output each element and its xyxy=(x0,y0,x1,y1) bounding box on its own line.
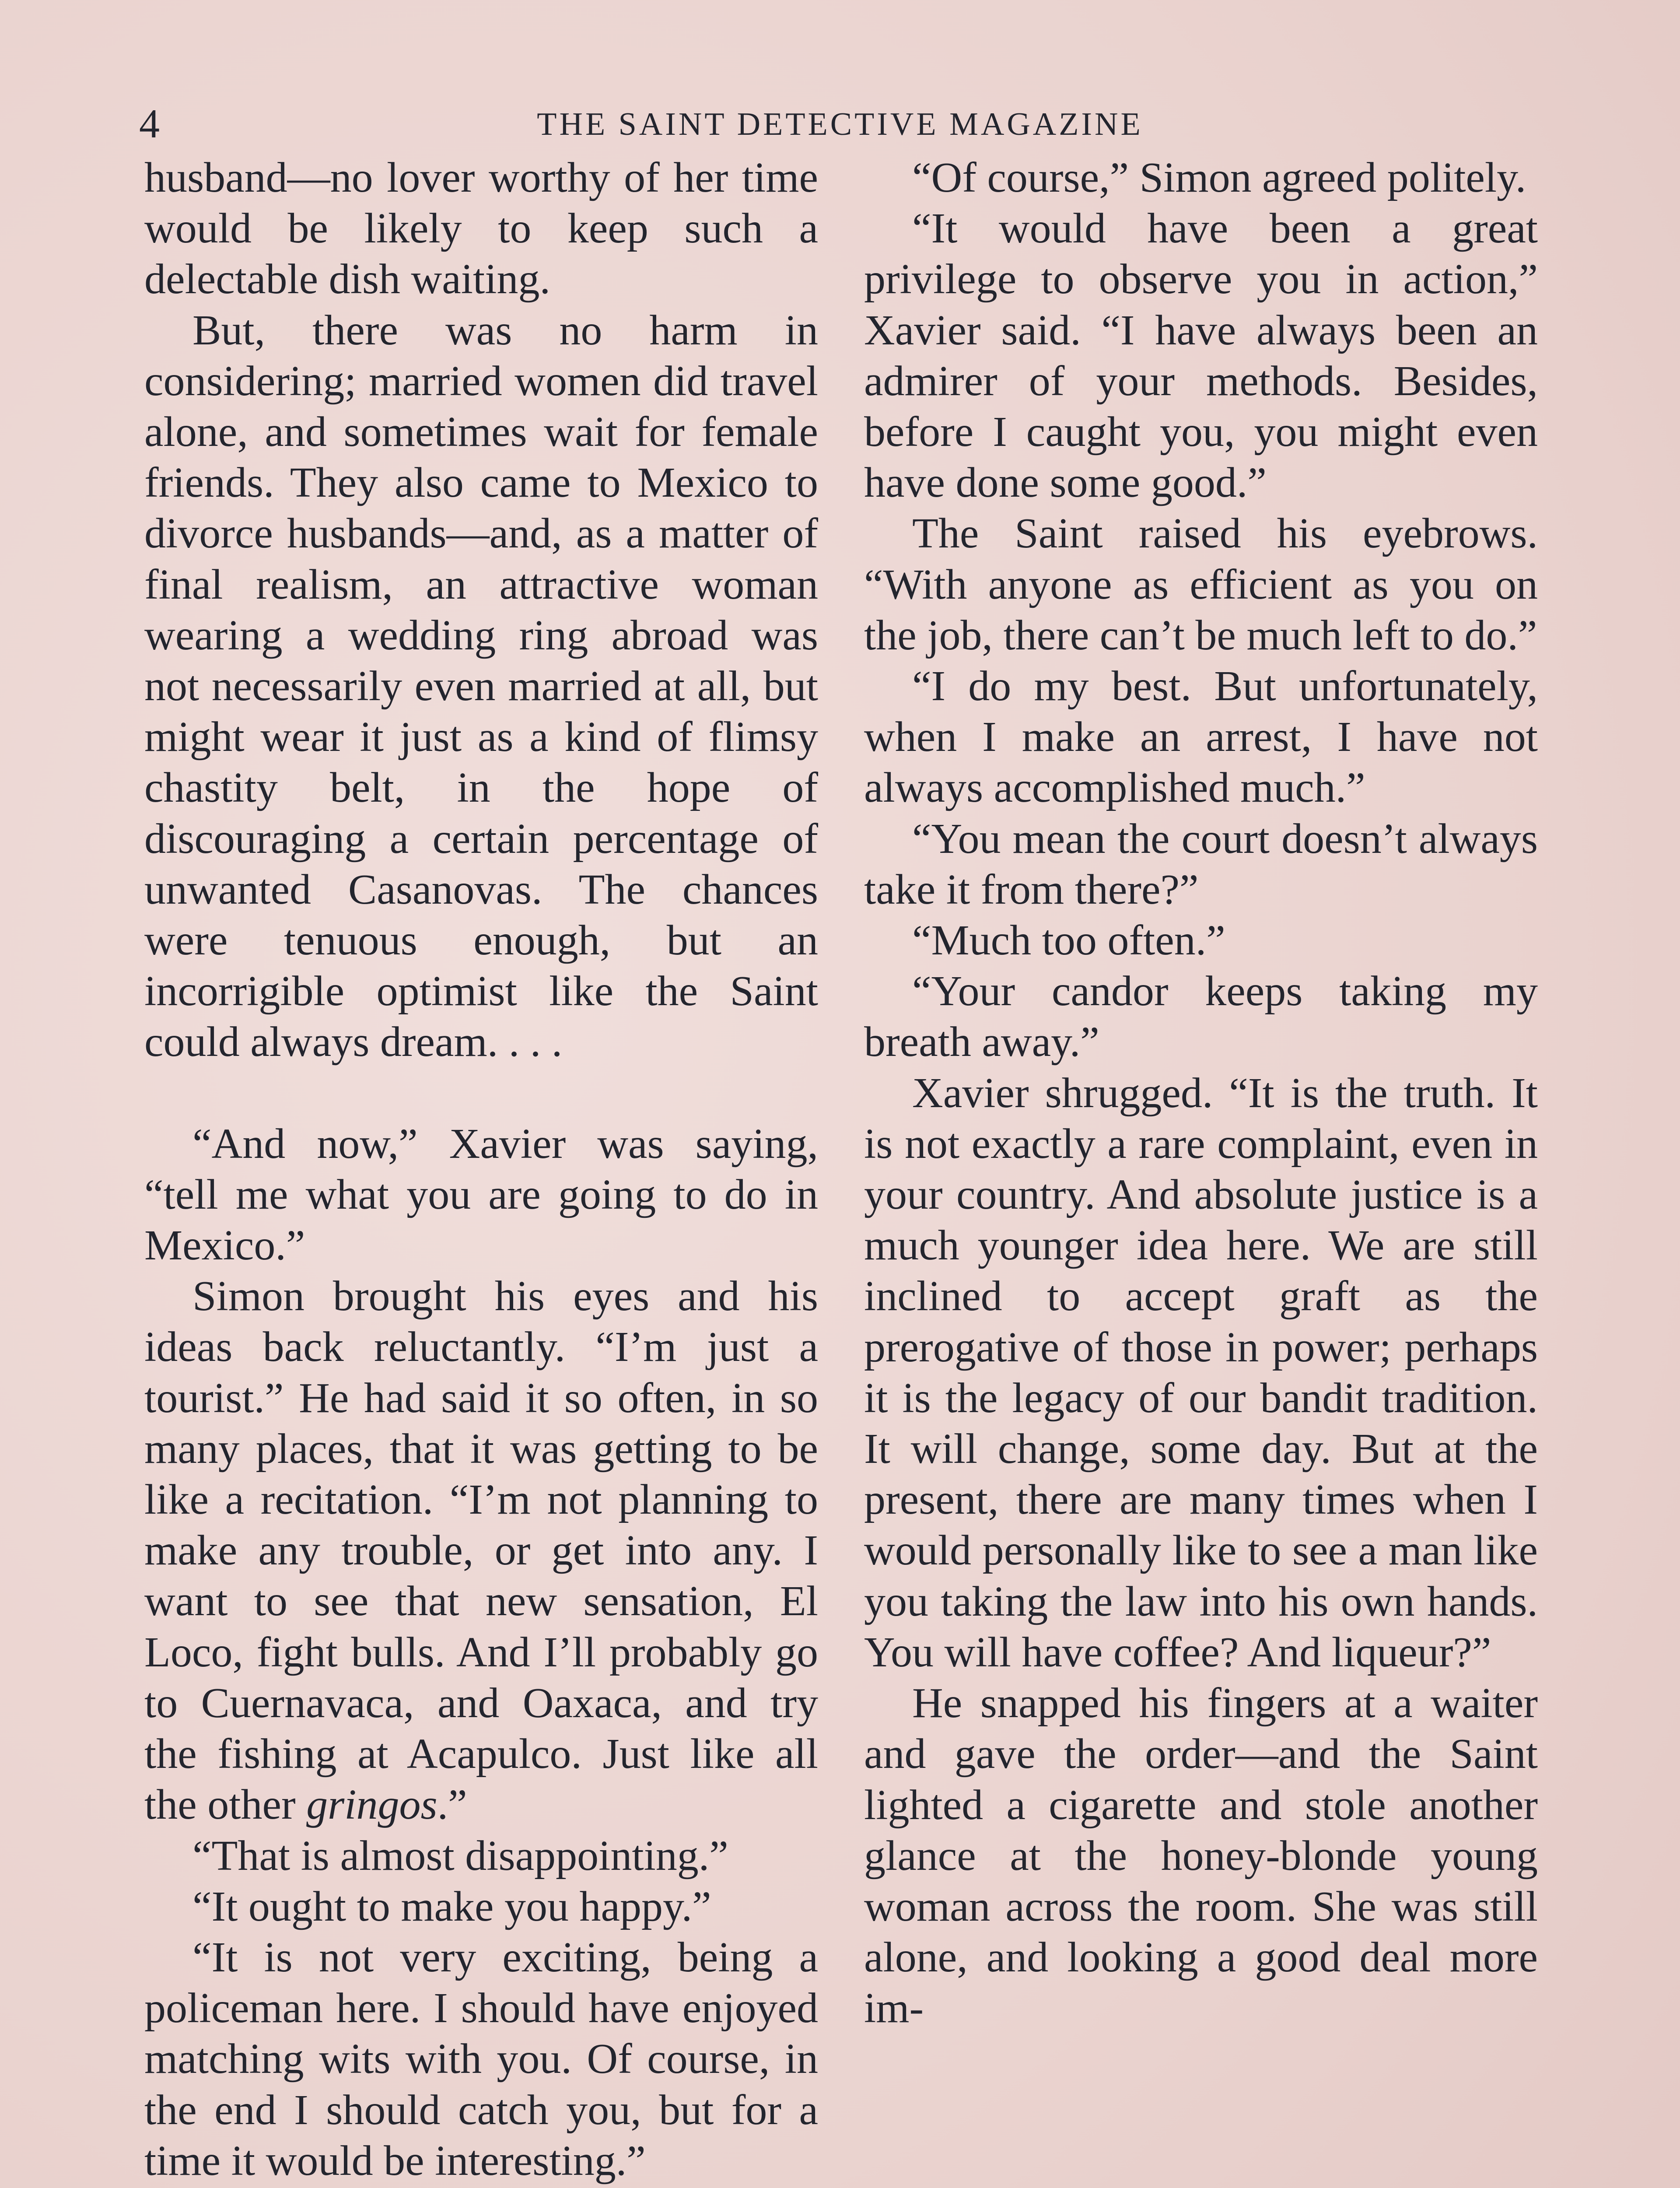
paragraph: “You mean the court doesn’t always take it from there?” xyxy=(864,815,1538,913)
left-column xyxy=(144,152,818,2186)
paragraph: “It is not very exciting, being a policeman here. I should have enjoyed matching wits with you. Of course, in the end I should catch you, but for a time it would be interesting.” xyxy=(144,1933,818,2184)
paragraph: “That is almost disappointing.” xyxy=(192,1832,728,1879)
paragraph: “Your candor keeps taking my breath away.” xyxy=(864,968,1538,1066)
paragraph: “I do my best. But unfortunately, when I make an arrest, I have not always accomplished much.” xyxy=(864,663,1538,812)
paragraph: Xavier shrugged. “It is the truth. It is not exactly a rare complaint, even in your country. And absolute justice is a much younger idea here. We are still inclined to accept graft as the prerogative of those in power; perhaps it is the legacy of our bandit tradition. It will change, some day. But at the present, there are many times when I would personally like to see a man like you taking the law into his own hands. You will have coffee? And liqueur?” xyxy=(864,1069,1538,1676)
italic-word: gringos xyxy=(306,1781,438,1829)
paragraph-text: .” xyxy=(437,1781,467,1829)
paragraph: “And now,” Xavier was saying, “tell me what you are going to do in Mexico.” xyxy=(144,1120,818,1269)
paragraph: But, there was no harm in considering; married women did travel alone, and sometimes wait for female friends. They also came to Mexico to divorce husbands—and, as a matter of final realism, an attractive woman wearing a wedding ring abroad was not necessarily even married at all, but might wear it just as a kind of flimsy chastity belt, in the hope of discouraging a certain percentage of unwanted Casanovas. The chances were tenuous enough, but an incorrigible optimist like the Saint could always dream. . . . xyxy=(144,306,818,1066)
paragraph-text: Simon brought his eyes and his ideas back reluctantly. “I’m just a tourist.” He had said it so often, in so many places, that it was getting to be like a recitation. “I’m not planning to make any trouble, or get into any. I want to see that new sensation, El Loco, fight bulls. And I’ll probably go to Cuernavaca, and Oaxaca, and try the fishing at Acapulco. Just like all the other xyxy=(144,1273,818,1829)
paragraph xyxy=(144,1271,818,1830)
paragraph: “It ought to make you happy.” xyxy=(192,1883,711,1930)
paragraph: “It would have been a great privilege to observe you in action,” Xavier said. “I have always been an admirer of your methods. Besides, before I caught you, you might even have done some good.” xyxy=(864,205,1538,507)
paragraph: The Saint raised his eyebrows. “With anyone as efficient as you on the job, there can’t be much left to do.” xyxy=(864,510,1538,659)
paragraph: “Much too often.” xyxy=(912,917,1225,964)
paragraph: “Of course,” Simon agreed politely. xyxy=(912,154,1526,201)
paragraph: He snapped his fingers at a waiter and gave the order—and the Saint lighted a cigarette and stole another glance at the honey-blonde young woman across the room. She was still alone, and looking a good deal more im- xyxy=(864,1680,1538,2032)
running-title: THE SAINT DETECTIVE MAGAZINE xyxy=(537,106,1143,142)
page-header xyxy=(0,100,1680,148)
paragraph: husband—no lover worthy of her time would be likely to keep such a delectable dish waiting. xyxy=(144,154,818,303)
right-column xyxy=(864,152,1538,2034)
page-number: 4 xyxy=(139,101,160,147)
